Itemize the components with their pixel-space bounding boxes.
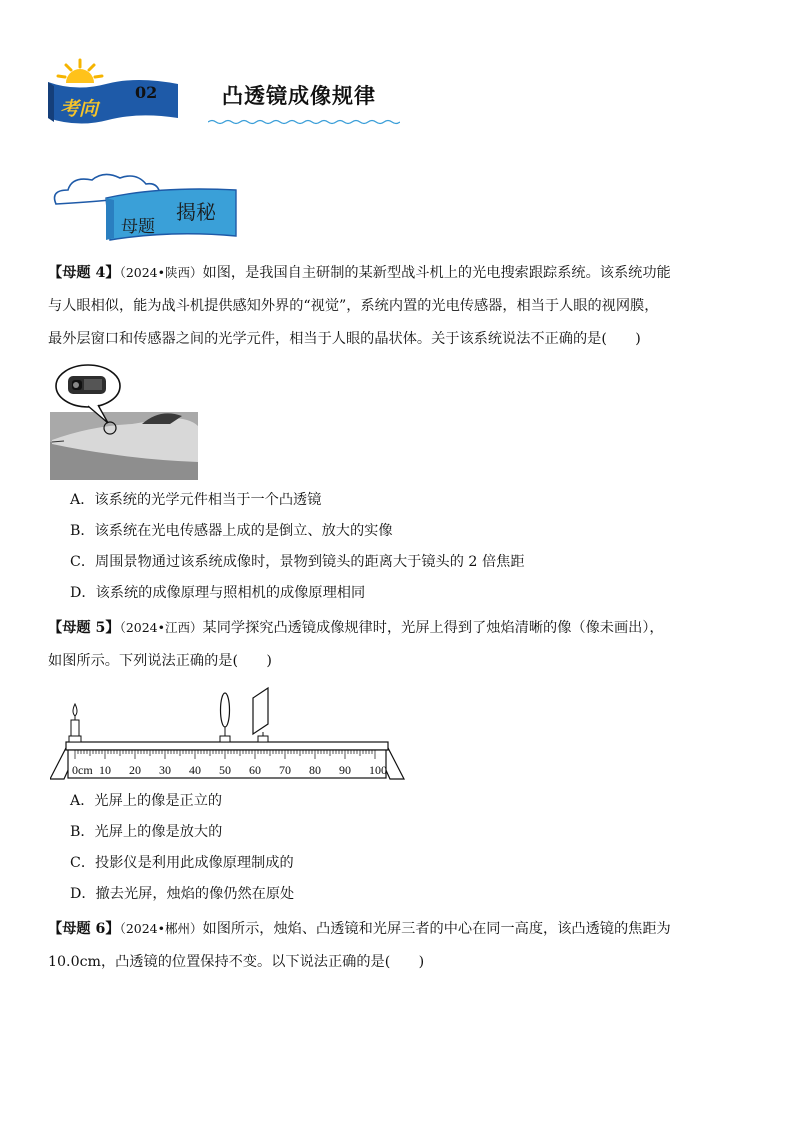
ruler-label: 0cm xyxy=(72,763,93,777)
question-source: （2024•陕西） xyxy=(119,265,203,280)
page-title: 凸透镜成像规律 xyxy=(222,84,376,108)
option-c[interactable]: C．投影仪是利用此成像原理制成的 xyxy=(70,855,294,871)
question-source: （2024•郴州） xyxy=(119,921,203,936)
option-a[interactable]: A．光屏上的像是正立的 xyxy=(70,793,223,809)
ruler-label: 60 xyxy=(249,763,261,777)
question-tag: 【母题 6】 xyxy=(48,921,120,937)
question-4-line1 xyxy=(48,256,750,290)
ruler-label: 10 xyxy=(99,763,111,777)
optical-bench-figure xyxy=(50,684,405,784)
question-text: 如图，是我国自主研制的某新型战斗机上的光电搜索跟踪系统。该系统功能 xyxy=(202,265,671,281)
question-text: 如图所示，烛焰、凸透镜和光屏三者的中心在同一高度，该凸透镜的焦距为 xyxy=(202,921,671,937)
convex-lens xyxy=(220,693,230,742)
option-b[interactable]: B．该系统在光电传感器上成的是倒立、放大的实像 xyxy=(70,523,393,539)
question-4 xyxy=(48,256,750,356)
candle xyxy=(69,704,81,742)
banner-label-right: 揭秘 xyxy=(176,200,216,224)
ruler-label: 40 xyxy=(189,763,201,777)
ruler-label: 50 xyxy=(219,763,231,777)
question-6-line2: 10.0cm，凸透镜的位置保持不变。以下说法正确的是( ) xyxy=(48,954,425,970)
question-6 xyxy=(48,912,750,979)
light-screen xyxy=(253,688,268,742)
option-b[interactable]: B．光屏上的像是放大的 xyxy=(70,824,223,840)
option-d[interactable]: D．撤去光屏，烛焰的像仍然在原处 xyxy=(70,886,295,902)
ruler-label: 100 xyxy=(369,763,387,777)
ruler-label: 80 xyxy=(309,763,321,777)
question-text: 某同学探究凸透镜成像规律时，光屏上得到了烛焰清晰的像（像未画出）， xyxy=(202,620,664,636)
question-4-line3: 最外层窗口和传感器之间的光学元件，相当于人眼的晶状体。关于该系统说法不正确的是( ) xyxy=(48,331,641,347)
fighter-jet-figure xyxy=(50,362,200,480)
question-5 xyxy=(48,611,750,678)
badge-number: 02 xyxy=(135,83,158,102)
question-4-options xyxy=(70,485,525,609)
question-4-line2: 与人眼相似，能为战斗机提供感知外界的“视觉”，系统内置的光电传感器，相当于人眼的视网膜， xyxy=(48,298,659,314)
question-5-options xyxy=(70,786,294,910)
ruler-label: 30 xyxy=(159,763,171,777)
option-d[interactable]: D．该系统的成像原理与照相机的成像原理相同 xyxy=(70,585,366,601)
question-5-line1 xyxy=(48,611,750,645)
question-5-line2: 如图所示。下列说法正确的是( ) xyxy=(48,653,272,669)
question-6-line1 xyxy=(48,912,750,946)
question-tag: 【母题 4】 xyxy=(48,265,120,281)
banner-label-left: 母题 xyxy=(121,217,155,237)
ruler-label: 20 xyxy=(129,763,141,777)
ruler-label: 70 xyxy=(279,763,291,777)
badge-label: 考向 xyxy=(60,98,99,120)
option-c[interactable]: C．周围景物通过该系统成像时，景物到镜头的距离大于镜头的 2 倍焦距 xyxy=(70,554,525,570)
question-tag: 【母题 5】 xyxy=(48,620,120,636)
option-a[interactable]: A．该系统的光学元件相当于一个凸透镜 xyxy=(70,492,322,508)
question-source: （2024•江西） xyxy=(119,620,203,635)
title-underline xyxy=(208,111,400,130)
ruler-label: 90 xyxy=(339,763,351,777)
